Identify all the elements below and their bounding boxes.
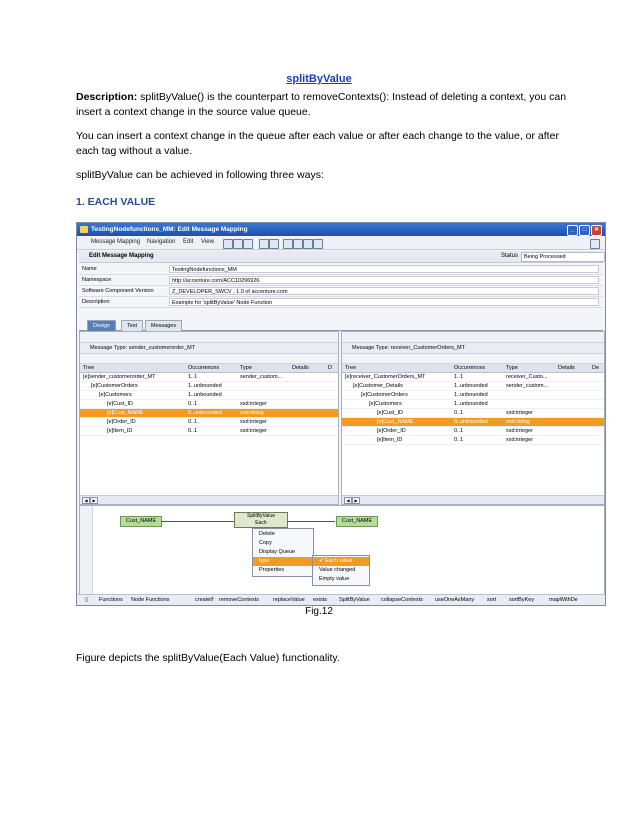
property-row-namespace xyxy=(79,275,603,286)
pane-toolbar-secondary xyxy=(342,354,604,364)
toolbar-edit-icon[interactable] xyxy=(223,239,233,249)
scroll-left-icon[interactable]: ◀ xyxy=(344,497,352,504)
menu-message-mapping[interactable]: Message Mapping xyxy=(91,239,141,245)
menu-item-properties[interactable]: Properties xyxy=(259,567,285,573)
occurrence-cell: 1..1 xyxy=(454,374,464,380)
function-library-bar xyxy=(77,594,605,606)
tree-row[interactable] xyxy=(342,409,604,418)
tree-node-label: [e]Item_ID xyxy=(107,428,133,434)
function-sortbykey[interactable]: sortByKey xyxy=(509,597,535,603)
description-label: Description: xyxy=(76,91,138,103)
target-scrollbar[interactable] xyxy=(342,495,604,504)
tree-row[interactable] xyxy=(342,427,604,436)
type-cell: xsd:integer xyxy=(506,437,533,443)
function-useoneasmany[interactable]: useOneAsMany xyxy=(435,597,475,603)
scroll-right-icon[interactable]: ▶ xyxy=(352,497,360,504)
occurrence-cell: 0..1 xyxy=(454,428,464,434)
tree-row[interactable] xyxy=(342,391,604,400)
property-row-name xyxy=(79,264,603,275)
status-field: Being Processed xyxy=(521,252,605,262)
paragraph-ways: splitByValue can be achieved in following three ways: xyxy=(76,169,324,181)
occurrence-cell: 1..unbounded xyxy=(454,392,488,398)
window-titlebar xyxy=(77,223,605,236)
pane-toolbar-secondary xyxy=(80,354,338,364)
window-title: TestingNodefunctions_MM: Edit Message Mapping xyxy=(91,226,248,233)
menu-item-copy[interactable]: Copy xyxy=(259,540,272,546)
col-tree: Tree xyxy=(345,365,357,371)
help-icon[interactable] xyxy=(590,239,600,249)
app-icon xyxy=(80,226,88,233)
property-key: Description xyxy=(82,299,110,305)
tab-messages[interactable]: Messages xyxy=(145,320,182,331)
figure-caption: Fig.12 xyxy=(305,606,333,617)
checkmark-icon: ✔ xyxy=(319,558,326,564)
col-occurrences: Occurrences xyxy=(454,365,486,371)
property-value[interactable]: Example for 'splitByValue' Node Function xyxy=(169,298,599,306)
type-cell: receiver_Custo... xyxy=(506,374,548,380)
function-collapsecontexts[interactable]: collapseContexts xyxy=(381,597,423,603)
toolbar-back-icon[interactable] xyxy=(283,239,293,249)
property-key: Name xyxy=(82,266,97,272)
target-structure-pane xyxy=(341,331,605,505)
property-value[interactable]: Z_DEVELOPER_SWCV , 1.0 of accenture.com xyxy=(169,287,599,295)
col-details: Details xyxy=(558,365,575,371)
description-text: splitByValue() is the counterpart to removeContexts(): Instead of deleting a context, you can insert a context change in the source value queue. xyxy=(76,91,567,118)
col-d: D xyxy=(328,365,332,371)
tree-node-label: [e]Customers xyxy=(99,392,132,398)
function-createif[interactable]: createIf xyxy=(195,597,214,603)
function-replacevalue[interactable]: replaceValue xyxy=(273,597,305,603)
tree-node-label: [e]Cust_ID xyxy=(107,401,133,407)
section-title: Edit Message Mapping xyxy=(89,253,154,259)
scroll-right-icon[interactable]: ▶ xyxy=(90,497,98,504)
col-type: Type xyxy=(240,365,252,371)
scroll-left-icon[interactable]: ◀ xyxy=(82,497,90,504)
tree-node-label: [e]CustomerOrders xyxy=(361,392,408,398)
target-grid-header xyxy=(342,364,604,373)
type-cell: xsd:string xyxy=(506,419,530,425)
menu-navigation[interactable]: Navigation xyxy=(147,239,176,245)
pane-toolbar xyxy=(342,332,604,343)
tree-row[interactable] xyxy=(80,409,338,418)
connection-line xyxy=(287,521,335,522)
tree-row[interactable] xyxy=(80,382,338,391)
tree-row[interactable] xyxy=(342,418,604,427)
tree-row[interactable] xyxy=(80,391,338,400)
document-title: splitByValue xyxy=(286,73,352,85)
function-sort[interactable]: sort xyxy=(487,597,497,603)
function-removecontexts[interactable]: removeContexts xyxy=(219,597,260,603)
connection-line xyxy=(161,521,234,522)
toolbar-forward-icon[interactable] xyxy=(293,239,303,249)
toolbar-copy-icon[interactable] xyxy=(303,239,313,249)
occurrence-cell: 0..unbounded xyxy=(188,410,222,416)
col-tree: Tree xyxy=(83,365,95,371)
property-value[interactable]: http://accenture.com/ACC10296926 xyxy=(169,276,599,284)
source-scrollbar[interactable] xyxy=(80,495,338,504)
type-cell: sender_custom... xyxy=(240,374,283,380)
source-node[interactable]: Cust_NAME xyxy=(120,516,162,527)
tree-node-label: [e]Customer_Details xyxy=(353,383,403,389)
function-exists[interactable]: exists xyxy=(313,597,328,603)
menu-item-display-queue[interactable]: Display Queue xyxy=(259,549,296,555)
occurrence-cell: 0..1 xyxy=(454,410,464,416)
type-cell: sender_custom... xyxy=(506,383,549,389)
canvas-toolbar xyxy=(80,506,93,594)
occurrence-cell: 0..1 xyxy=(188,401,198,407)
function-subtype: Each xyxy=(255,520,267,526)
menu-item-type[interactable]: type xyxy=(253,557,313,566)
tree-node-label: [e]Cust_NAME xyxy=(107,410,144,416)
type-cell: xsd:integer xyxy=(506,428,533,434)
submenu-item-each-value[interactable] xyxy=(313,557,369,566)
occurrence-cell: 0..1 xyxy=(454,437,464,443)
tree-node-label: [e]receiver_CustomerOrders_MT xyxy=(345,374,426,380)
tab-design[interactable]: Design xyxy=(87,320,116,331)
document-icon: ▯ xyxy=(85,597,89,603)
property-row-swcv xyxy=(79,286,603,297)
col-de: De xyxy=(592,365,600,371)
menu-view[interactable]: View xyxy=(201,239,214,245)
description-paragraph xyxy=(76,90,576,120)
type-submenu xyxy=(312,555,370,586)
occurrence-cell: 1..unbounded xyxy=(188,392,222,398)
tab-node-functions[interactable]: Node Functions xyxy=(131,597,170,603)
function-mapwithdefault[interactable]: mapWithDe xyxy=(549,597,578,603)
tree-node-label: [e]Customers xyxy=(369,401,402,407)
tree-row[interactable] xyxy=(342,436,604,445)
submenu-label: Each value xyxy=(325,558,353,564)
tree-row[interactable] xyxy=(80,373,338,382)
type-cell: xsd:integer xyxy=(240,401,267,407)
function-splitbyvalue[interactable]: SplitByValue xyxy=(339,597,370,603)
tree-row[interactable] xyxy=(80,418,338,427)
close-icon[interactable]: ✕ xyxy=(591,225,602,236)
menu-bar xyxy=(77,237,605,250)
col-type: Type xyxy=(506,365,518,371)
submenu-item-empty-value[interactable]: Empty value xyxy=(319,576,350,582)
tree-node-label: [e]Cust_NAME xyxy=(377,419,414,425)
minimize-icon[interactable]: _ xyxy=(567,225,578,236)
occurrence-cell: 1..1 xyxy=(188,374,198,380)
tree-node-label: [e]Order_ID xyxy=(107,419,136,425)
maximize-icon[interactable]: □ xyxy=(579,225,590,236)
tab-functions[interactable]: Functions xyxy=(99,597,123,603)
tree-node-label: [e]CustomerOrders xyxy=(91,383,138,389)
menu-edit[interactable]: Edit xyxy=(183,239,194,245)
source-message-type: Message Type: sender_customerorder_MT xyxy=(80,343,338,354)
tree-row[interactable] xyxy=(342,382,604,391)
mapping-header xyxy=(79,251,603,263)
toolbar-print-icon[interactable] xyxy=(313,239,323,249)
type-cell: xsd:integer xyxy=(240,428,267,434)
tree-row[interactable] xyxy=(342,373,604,382)
occurrence-cell: 0..unbounded xyxy=(454,419,488,425)
figure-description: Figure depicts the splitByValue(Each Value) functionality. xyxy=(76,652,340,664)
occurrence-cell: 1..unbounded xyxy=(454,401,488,407)
source-structure-pane xyxy=(79,331,339,505)
tab-test[interactable]: Test xyxy=(121,320,143,331)
editor-tabs xyxy=(79,320,603,331)
section-heading: 1. EACH VALUE xyxy=(76,196,156,208)
col-details: Details xyxy=(292,365,309,371)
screenshot-figure xyxy=(76,222,606,606)
occurrence-cell: 1..unbounded xyxy=(188,383,222,389)
source-grid-header xyxy=(80,364,338,373)
mapping-canvas[interactable] xyxy=(79,505,605,595)
property-key: Software Component Version xyxy=(82,288,154,294)
toolbar-check-icon[interactable] xyxy=(233,239,243,249)
property-row-description xyxy=(79,297,603,308)
target-node[interactable]: Cust_NAME xyxy=(336,516,378,527)
status-label: Status xyxy=(501,253,519,259)
context-menu xyxy=(252,528,314,577)
menu-item-delete[interactable]: Delete xyxy=(259,531,275,537)
function-name: SplitByValue xyxy=(247,513,275,519)
property-value[interactable]: TestingNodefunctions_MM xyxy=(169,265,599,273)
tree-node-label: [e]Cust_ID xyxy=(377,410,403,416)
toolbar-info-icon[interactable] xyxy=(259,239,269,249)
col-occurrences: Occurrences xyxy=(188,365,220,371)
occurrence-cell: 0..1 xyxy=(188,428,198,434)
tree-node-label: [e]sender_customerorder_MT xyxy=(83,374,156,380)
type-cell: xsd:integer xyxy=(506,410,533,416)
target-message-type: Message Type: receiver_CustomerOrders_MT xyxy=(342,343,604,354)
property-key: Namespace xyxy=(82,277,112,283)
tree-row[interactable] xyxy=(80,400,338,409)
occurrence-cell: 0..1 xyxy=(188,419,198,425)
type-cell: xsd:integer xyxy=(240,419,267,425)
toolbar-save-icon[interactable] xyxy=(243,239,253,249)
tree-node-label: [e]Order_ID xyxy=(377,428,406,434)
tree-row[interactable] xyxy=(342,400,604,409)
paragraph-insert: You can insert a context change in the queue after each value or after each change to the value, or after each tag without a value. xyxy=(76,130,559,157)
function-node[interactable] xyxy=(234,512,288,528)
type-cell: xsd:string xyxy=(240,410,264,416)
tree-row[interactable] xyxy=(80,427,338,436)
occurrence-cell: 1..unbounded xyxy=(454,383,488,389)
tree-node-label: [e]Item_ID xyxy=(377,437,403,443)
submenu-item-value-changed[interactable]: Value changed xyxy=(319,567,356,573)
toolbar-settings-icon[interactable] xyxy=(269,239,279,249)
pane-toolbar xyxy=(80,332,338,343)
